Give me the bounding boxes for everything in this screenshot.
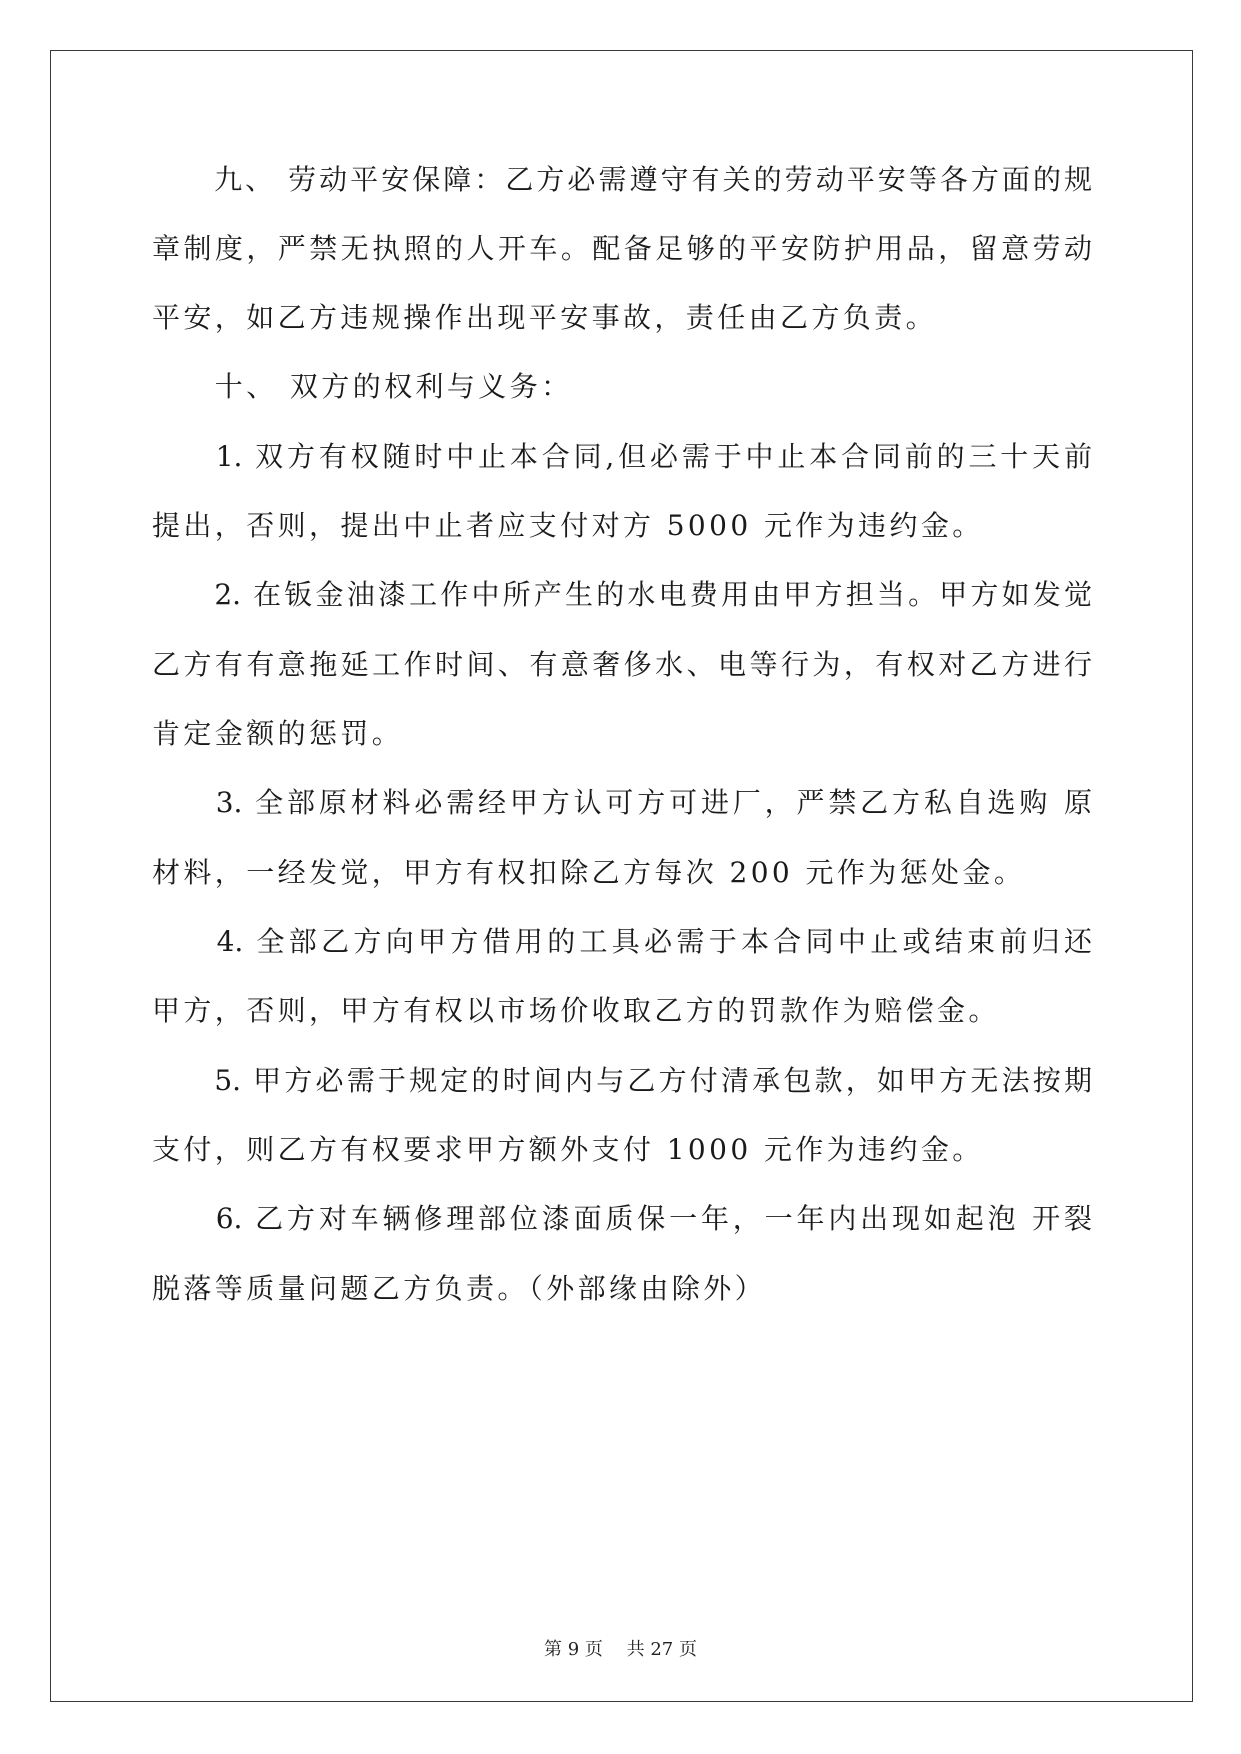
text-line: 1. 双方有权随时中止本合同,但必需于中止本合同前的三十天前 — [152, 440, 1092, 473]
text-line: 章制度，严禁无执照的人开车。配备足够的平安防护用品，留意劳动 — [152, 232, 1092, 265]
text-line: 5. 甲方必需于规定的时间内与乙方付清承包款，如甲方无法按期 — [152, 1064, 1092, 1097]
text-line: 甲方，否则，甲方有权以市场价收取乙方的罚款作为赔偿金。 — [152, 994, 1000, 1027]
text-line: 脱落等质量问题乙方负责。（外部缘由除外） — [152, 1272, 767, 1305]
text-line: 乙方有有意拖延工作时间、有意奢侈水、电等行为，有权对乙方进行 — [152, 648, 1092, 681]
text-line: 九、 劳动平安保障：乙方必需遵守有关的劳动平安等各方面的规 — [152, 163, 1092, 196]
text-line: 平安，如乙方违规操作出现平安事故，责任由乙方负责。 — [152, 301, 938, 334]
text-line: 支付，则乙方有权要求甲方额外支付 1000 元作为违约金。 — [152, 1133, 984, 1166]
page-footer — [0, 1638, 1241, 1662]
text-line: 6. 乙方对车辆修理部位漆面质保一年，一年内出现如起泡 开裂 — [152, 1202, 1092, 1235]
text-line: 提出，否则，提出中止者应支付对方 5000 元作为违约金。 — [152, 509, 984, 542]
text-line: 3. 全部原材料必需经甲方认可方可进厂，严禁乙方私自选购 原 — [152, 786, 1092, 819]
page-number: 第 9 页 共 27 页 — [544, 1639, 697, 1660]
text-line: 2. 在钣金油漆工作中所产生的水电费用由甲方担当。甲方如发觉 — [152, 578, 1092, 611]
text-line: 材料，一经发觉，甲方有权扣除乙方每次 200 元作为惩处金。 — [152, 856, 1026, 889]
text-line: 肯定金额的惩罚。 — [152, 717, 404, 750]
text-line: 十、 双方的权利与义务： — [152, 370, 573, 403]
text-line: 4. 全部乙方向甲方借用的工具必需于本合同中止或结束前归还 — [152, 925, 1092, 958]
